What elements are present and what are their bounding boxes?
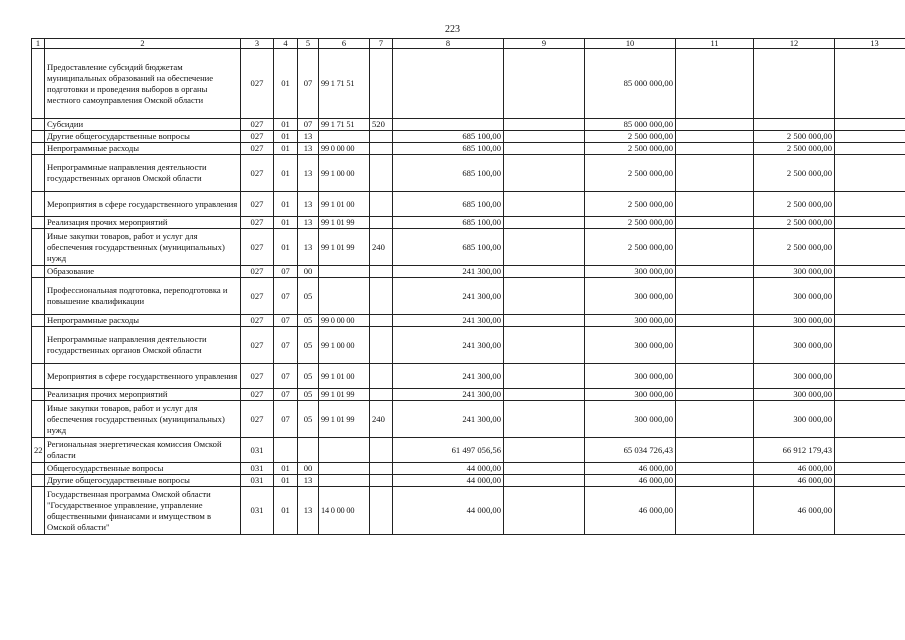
table-row (32, 143, 905, 155)
row-cell-col13 (835, 143, 905, 155)
row-cell-col3: 031 (241, 475, 274, 487)
row-name-cell: Непрограммные направления деятельности государственных органов Омской области (45, 155, 241, 192)
header-cell-7: 7 (370, 39, 393, 49)
row-cell-col7 (370, 143, 393, 155)
row-cell-col13 (835, 278, 905, 315)
row-cell-col3: 027 (241, 119, 274, 131)
row-cell-col9 (504, 143, 585, 155)
row-cell-col10: 2 500 000,00 (585, 143, 676, 155)
row-cell-col3: 027 (241, 327, 274, 364)
row-cell-col10: 300 000,00 (585, 327, 676, 364)
row-cell-col1 (32, 401, 45, 438)
table-row (32, 389, 905, 401)
row-cell-col11 (676, 143, 754, 155)
row-cell-col7 (370, 389, 393, 401)
row-cell-col7 (370, 463, 393, 475)
header-cell-5: 5 (298, 39, 319, 49)
row-cell-col3: 027 (241, 229, 274, 266)
row-cell-col5: 13 (298, 475, 319, 487)
row-cell-col12: 300 000,00 (754, 315, 835, 327)
row-cell-col1 (32, 327, 45, 364)
row-cell-col3: 027 (241, 389, 274, 401)
row-cell-col6 (319, 475, 370, 487)
row-cell-col4 (274, 438, 298, 463)
row-cell-col11 (676, 278, 754, 315)
row-cell-col7 (370, 266, 393, 278)
row-cell-col5: 13 (298, 217, 319, 229)
row-cell-col1 (32, 266, 45, 278)
row-cell-col8: 61 497 056,56 (393, 438, 504, 463)
row-cell-col6 (319, 131, 370, 143)
row-cell-col10: 300 000,00 (585, 389, 676, 401)
row-name-cell: Профессиональная подготовка, переподготовка и повышение квалификации (45, 278, 241, 315)
row-cell-col5: 05 (298, 389, 319, 401)
row-cell-col12: 2 500 000,00 (754, 229, 835, 266)
row-cell-col12: 46 000,00 (754, 487, 835, 535)
row-cell-col6 (319, 463, 370, 475)
row-cell-col11 (676, 364, 754, 389)
row-cell-col3: 027 (241, 266, 274, 278)
row-cell-col6 (319, 278, 370, 315)
row-cell-col9 (504, 131, 585, 143)
table-row (32, 401, 905, 438)
row-name-cell: Предоставление субсидий бюджетам муниципальных образований на обеспечение подготовки и проведения выборов в органы местного самоуправления Омской области (45, 49, 241, 119)
row-cell-col6: 99 1 01 99 (319, 217, 370, 229)
row-cell-col7 (370, 217, 393, 229)
row-cell-col12: 300 000,00 (754, 389, 835, 401)
row-cell-col13 (835, 463, 905, 475)
row-cell-col6 (319, 266, 370, 278)
row-cell-col7 (370, 155, 393, 192)
table-row (32, 364, 905, 389)
row-cell-col6: 99 1 71 51 (319, 119, 370, 131)
row-cell-col7 (370, 364, 393, 389)
row-cell-col10: 85 000 000,00 (585, 119, 676, 131)
row-cell-col7 (370, 327, 393, 364)
row-cell-col5: 13 (298, 143, 319, 155)
row-cell-col3: 027 (241, 131, 274, 143)
header-cell-12: 12 (754, 39, 835, 49)
row-cell-col10: 65 034 726,43 (585, 438, 676, 463)
row-name-cell: Мероприятия в сфере государственного управления (45, 192, 241, 217)
row-cell-col13 (835, 315, 905, 327)
row-cell-col11 (676, 438, 754, 463)
row-cell-col4: 01 (274, 131, 298, 143)
row-name-cell: Непрограммные расходы (45, 143, 241, 155)
row-cell-col9 (504, 463, 585, 475)
row-cell-col3: 027 (241, 401, 274, 438)
row-cell-col11 (676, 463, 754, 475)
row-cell-col4: 07 (274, 327, 298, 364)
row-cell-col1 (32, 155, 45, 192)
row-cell-col4: 07 (274, 266, 298, 278)
row-cell-col1 (32, 192, 45, 217)
header-cell-3: 3 (241, 39, 274, 49)
table-row (32, 315, 905, 327)
row-cell-col4: 01 (274, 49, 298, 119)
row-cell-col3: 031 (241, 438, 274, 463)
row-cell-col8: 685 100,00 (393, 131, 504, 143)
row-cell-col7 (370, 315, 393, 327)
row-cell-col13 (835, 401, 905, 438)
row-cell-col8: 44 000,00 (393, 475, 504, 487)
row-cell-col13 (835, 327, 905, 364)
row-cell-col6 (319, 438, 370, 463)
row-cell-col1 (32, 475, 45, 487)
row-cell-col9 (504, 364, 585, 389)
row-cell-col12: 300 000,00 (754, 401, 835, 438)
row-cell-col4: 01 (274, 217, 298, 229)
row-cell-col10: 300 000,00 (585, 278, 676, 315)
row-name-cell: Иные закупки товаров, работ и услуг для обеспечения государственных (муниципальных) нужд (45, 401, 241, 438)
row-name-cell: Субсидии (45, 119, 241, 131)
row-cell-col3: 027 (241, 155, 274, 192)
row-cell-col12: 2 500 000,00 (754, 192, 835, 217)
row-name-cell: Реализация прочих мероприятий (45, 217, 241, 229)
row-cell-col9 (504, 487, 585, 535)
header-cell-6: 6 (319, 39, 370, 49)
row-cell-col10: 2 500 000,00 (585, 131, 676, 143)
row-cell-col12: 2 500 000,00 (754, 131, 835, 143)
table-row (32, 487, 905, 535)
row-cell-col7 (370, 192, 393, 217)
header-cell-13: 13 (835, 39, 905, 49)
table-row (32, 278, 905, 315)
row-cell-col6: 99 1 71 51 (319, 49, 370, 119)
row-cell-col9 (504, 217, 585, 229)
row-cell-col11 (676, 475, 754, 487)
row-cell-col9 (504, 155, 585, 192)
row-cell-col8: 685 100,00 (393, 192, 504, 217)
row-cell-col11 (676, 401, 754, 438)
row-cell-col6: 99 0 00 00 (319, 315, 370, 327)
row-cell-col12: 2 500 000,00 (754, 143, 835, 155)
row-cell-col1 (32, 487, 45, 535)
row-cell-col11 (676, 389, 754, 401)
row-cell-col1 (32, 389, 45, 401)
row-cell-col6: 99 1 00 00 (319, 155, 370, 192)
row-cell-col7 (370, 475, 393, 487)
row-cell-col13 (835, 487, 905, 535)
row-cell-col13 (835, 266, 905, 278)
row-cell-col1 (32, 131, 45, 143)
row-cell-col8: 241 300,00 (393, 266, 504, 278)
row-cell-col11 (676, 217, 754, 229)
row-cell-col9 (504, 389, 585, 401)
row-name-cell: Другие общегосударственные вопросы (45, 475, 241, 487)
row-cell-col4: 01 (274, 155, 298, 192)
row-cell-col6: 99 1 00 00 (319, 327, 370, 364)
row-cell-col4: 01 (274, 192, 298, 217)
row-cell-col8: 685 100,00 (393, 143, 504, 155)
row-cell-col8: 241 300,00 (393, 327, 504, 364)
row-cell-col12: 2 500 000,00 (754, 217, 835, 229)
row-cell-col8: 241 300,00 (393, 278, 504, 315)
row-cell-col13 (835, 192, 905, 217)
row-cell-col5: 13 (298, 131, 319, 143)
row-cell-col12 (754, 49, 835, 119)
row-cell-col3: 027 (241, 217, 274, 229)
row-name-cell: Иные закупки товаров, работ и услуг для обеспечения государственных (муниципальных) нужд (45, 229, 241, 266)
header-cell-4: 4 (274, 39, 298, 49)
row-cell-col4: 01 (274, 487, 298, 535)
row-cell-col5: 00 (298, 463, 319, 475)
row-name-cell: Непрограммные расходы (45, 315, 241, 327)
row-cell-col12: 300 000,00 (754, 364, 835, 389)
header-cell-10: 10 (585, 39, 676, 49)
row-cell-col8: 685 100,00 (393, 229, 504, 266)
row-cell-col8: 685 100,00 (393, 155, 504, 192)
row-cell-col5: 13 (298, 192, 319, 217)
row-cell-col1 (32, 119, 45, 131)
row-cell-col11 (676, 131, 754, 143)
table-row (32, 217, 905, 229)
row-cell-col12: 46 000,00 (754, 475, 835, 487)
row-cell-col9 (504, 278, 585, 315)
row-cell-col1 (32, 463, 45, 475)
row-cell-col5: 05 (298, 364, 319, 389)
row-name-cell: Общегосударственные вопросы (45, 463, 241, 475)
row-cell-col13 (835, 49, 905, 119)
row-cell-col9 (504, 192, 585, 217)
row-cell-col5: 07 (298, 49, 319, 119)
row-name-cell: Государственная программа Омской области "Государственное управление, управление общественными финансами и имуществом в Омской области" (45, 487, 241, 535)
row-cell-col11 (676, 49, 754, 119)
header-cell-8: 8 (393, 39, 504, 49)
row-cell-col11 (676, 315, 754, 327)
row-cell-col13 (835, 131, 905, 143)
row-cell-col6: 14 0 00 00 (319, 487, 370, 535)
table-row (32, 463, 905, 475)
row-cell-col4: 01 (274, 229, 298, 266)
row-cell-col6: 99 1 01 99 (319, 389, 370, 401)
row-cell-col8: 241 300,00 (393, 401, 504, 438)
budget-table (31, 38, 905, 535)
row-cell-col12: 300 000,00 (754, 327, 835, 364)
row-cell-col9 (504, 266, 585, 278)
table-row (32, 155, 905, 192)
row-cell-col8 (393, 119, 504, 131)
row-cell-col4: 07 (274, 401, 298, 438)
row-cell-col10: 300 000,00 (585, 401, 676, 438)
row-cell-col8: 241 300,00 (393, 364, 504, 389)
row-cell-col1 (32, 229, 45, 266)
row-cell-col7 (370, 438, 393, 463)
header-cell-2: 2 (45, 39, 241, 49)
row-cell-col3: 027 (241, 49, 274, 119)
row-cell-col4: 01 (274, 463, 298, 475)
table-row (32, 119, 905, 131)
row-cell-col3: 027 (241, 315, 274, 327)
row-name-cell: Реализация прочих мероприятий (45, 389, 241, 401)
table-row (32, 266, 905, 278)
row-cell-col8: 241 300,00 (393, 315, 504, 327)
row-cell-col1 (32, 315, 45, 327)
row-cell-col11 (676, 487, 754, 535)
row-cell-col9 (504, 49, 585, 119)
row-cell-col1: 22 (32, 438, 45, 463)
row-cell-col11 (676, 327, 754, 364)
row-cell-col10: 46 000,00 (585, 487, 676, 535)
row-cell-col9 (504, 401, 585, 438)
row-cell-col11 (676, 155, 754, 192)
row-name-cell: Непрограммные направления деятельности государственных органов Омской области (45, 327, 241, 364)
row-cell-col7 (370, 131, 393, 143)
row-cell-col7: 520 (370, 119, 393, 131)
row-cell-col13 (835, 389, 905, 401)
row-cell-col13 (835, 438, 905, 463)
row-cell-col6: 99 1 01 99 (319, 401, 370, 438)
header-cell-11: 11 (676, 39, 754, 49)
row-cell-col9 (504, 229, 585, 266)
row-cell-col10: 2 500 000,00 (585, 192, 676, 217)
row-cell-col10: 2 500 000,00 (585, 155, 676, 192)
row-cell-col6: 99 1 01 99 (319, 229, 370, 266)
row-cell-col12: 300 000,00 (754, 266, 835, 278)
row-cell-col10: 2 500 000,00 (585, 217, 676, 229)
row-cell-col11 (676, 192, 754, 217)
page-number: 223 (445, 24, 460, 35)
row-cell-col5: 05 (298, 401, 319, 438)
row-cell-col7 (370, 278, 393, 315)
row-cell-col12: 66 912 179,43 (754, 438, 835, 463)
row-cell-col11 (676, 119, 754, 131)
row-cell-col8: 241 300,00 (393, 389, 504, 401)
row-cell-col9 (504, 438, 585, 463)
row-cell-col4: 01 (274, 475, 298, 487)
row-cell-col4: 07 (274, 389, 298, 401)
row-cell-col10: 300 000,00 (585, 266, 676, 278)
row-cell-col5: 05 (298, 327, 319, 364)
row-cell-col9 (504, 475, 585, 487)
row-cell-col11 (676, 266, 754, 278)
row-cell-col8: 685 100,00 (393, 217, 504, 229)
table-row (32, 131, 905, 143)
row-cell-col3: 031 (241, 463, 274, 475)
row-cell-col13 (835, 217, 905, 229)
row-cell-col1 (32, 143, 45, 155)
row-cell-col13 (835, 155, 905, 192)
row-cell-col7 (370, 49, 393, 119)
row-cell-col13 (835, 364, 905, 389)
table-row (32, 229, 905, 266)
row-cell-col5: 00 (298, 266, 319, 278)
row-cell-col4: 07 (274, 364, 298, 389)
row-cell-col1 (32, 49, 45, 119)
table-row (32, 192, 905, 217)
row-cell-col4: 01 (274, 143, 298, 155)
row-name-cell: Региональная энергетическая комиссия Омской области (45, 438, 241, 463)
row-cell-col10: 2 500 000,00 (585, 229, 676, 266)
row-cell-col10: 85 000 000,00 (585, 49, 676, 119)
row-cell-col9 (504, 327, 585, 364)
row-cell-col4: 07 (274, 278, 298, 315)
row-cell-col13 (835, 475, 905, 487)
row-cell-col10: 300 000,00 (585, 364, 676, 389)
row-name-cell: Мероприятия в сфере государственного управления (45, 364, 241, 389)
row-name-cell: Другие общегосударственные вопросы (45, 131, 241, 143)
row-cell-col6: 99 0 00 00 (319, 143, 370, 155)
row-cell-col5: 13 (298, 229, 319, 266)
row-cell-col3: 027 (241, 364, 274, 389)
row-cell-col7: 240 (370, 401, 393, 438)
row-cell-col12 (754, 119, 835, 131)
row-cell-col3: 027 (241, 192, 274, 217)
table-header-row (32, 39, 905, 49)
row-cell-col11 (676, 229, 754, 266)
row-cell-col5: 07 (298, 119, 319, 131)
row-cell-col1 (32, 278, 45, 315)
row-cell-col10: 46 000,00 (585, 475, 676, 487)
row-cell-col10: 46 000,00 (585, 463, 676, 475)
row-cell-col13 (835, 119, 905, 131)
row-cell-col5: 05 (298, 278, 319, 315)
row-cell-col7 (370, 487, 393, 535)
row-cell-col6: 99 1 01 00 (319, 192, 370, 217)
row-cell-col8: 44 000,00 (393, 463, 504, 475)
row-cell-col9 (504, 119, 585, 131)
row-cell-col8: 44 000,00 (393, 487, 504, 535)
row-cell-col3: 031 (241, 487, 274, 535)
row-cell-col8 (393, 49, 504, 119)
row-cell-col1 (32, 364, 45, 389)
row-cell-col6: 99 1 01 00 (319, 364, 370, 389)
row-cell-col4: 01 (274, 119, 298, 131)
table-row (32, 438, 905, 463)
row-cell-col1 (32, 217, 45, 229)
table-row (32, 49, 905, 119)
row-cell-col3: 027 (241, 143, 274, 155)
row-cell-col12: 2 500 000,00 (754, 155, 835, 192)
table-row (32, 475, 905, 487)
row-cell-col12: 300 000,00 (754, 278, 835, 315)
row-cell-col13 (835, 229, 905, 266)
header-cell-9: 9 (504, 39, 585, 49)
row-cell-col7: 240 (370, 229, 393, 266)
row-name-cell: Образование (45, 266, 241, 278)
header-cell-1: 1 (32, 39, 45, 49)
row-cell-col12: 46 000,00 (754, 463, 835, 475)
row-cell-col9 (504, 315, 585, 327)
table-row (32, 327, 905, 364)
row-cell-col5 (298, 438, 319, 463)
row-cell-col10: 300 000,00 (585, 315, 676, 327)
row-cell-col5: 05 (298, 315, 319, 327)
row-cell-col3: 027 (241, 278, 274, 315)
row-cell-col5: 13 (298, 487, 319, 535)
row-cell-col4: 07 (274, 315, 298, 327)
row-cell-col5: 13 (298, 155, 319, 192)
